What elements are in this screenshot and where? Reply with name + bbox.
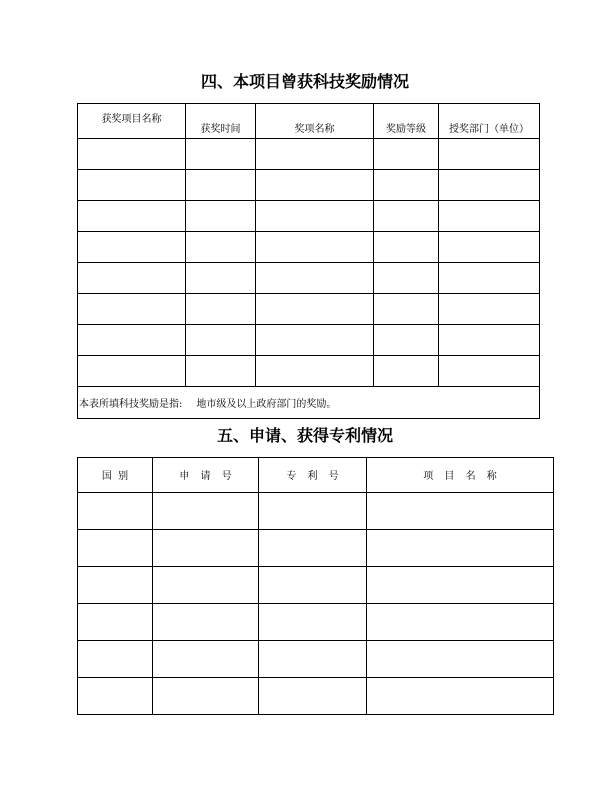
awards-cell[interactable] [439,232,540,263]
awards-cell[interactable] [78,263,186,294]
awards-cell[interactable] [256,139,374,170]
patents-row [78,493,554,530]
patents-cell[interactable] [367,604,554,641]
awards-cell[interactable] [439,139,540,170]
awards-cell[interactable] [78,139,186,170]
awards-cell[interactable] [256,263,374,294]
awards-cell[interactable] [256,294,374,325]
patents-col-patent-no: 专 利 号 [259,458,367,493]
patents-cell[interactable] [367,530,554,567]
awards-note-value: 地市级及以上政府部门的奖励。 [196,399,337,410]
patents-cell[interactable] [259,604,367,641]
awards-col-award-time: 获奖时间 [186,104,256,139]
awards-cell[interactable] [186,232,256,263]
awards-row [78,201,540,232]
section4-title: 四、本项目曾获科技奖励情况 [200,72,409,91]
awards-table [77,103,540,419]
awards-cell[interactable] [256,356,374,387]
patents-cell[interactable] [78,641,153,678]
awards-row [78,232,540,263]
patents-col-country: 国 别 [78,458,153,493]
awards-cell[interactable] [78,170,186,201]
patents-cell[interactable] [153,530,259,567]
awards-header-row [78,104,540,139]
awards-row [78,170,540,201]
awards-cell[interactable] [374,232,439,263]
patents-cell[interactable] [259,530,367,567]
patents-row [78,641,554,678]
patents-cell[interactable] [367,678,554,715]
patents-cell[interactable] [259,567,367,604]
awards-cell[interactable] [78,294,186,325]
awards-cell[interactable] [374,170,439,201]
patents-row [78,567,554,604]
awards-note-row [78,387,540,419]
awards-cell[interactable] [256,232,374,263]
patents-cell[interactable] [259,493,367,530]
patents-table [77,457,554,715]
patents-cell[interactable] [78,604,153,641]
awards-cell[interactable] [439,201,540,232]
patents-cell[interactable] [367,493,554,530]
patents-col-project-name: 项 目 名 称 [367,458,554,493]
awards-cell[interactable] [186,263,256,294]
patents-cell[interactable] [153,567,259,604]
awards-col-awarding-dept: 授奖部门（单位） [439,104,540,139]
awards-cell[interactable] [186,139,256,170]
awards-cell[interactable] [439,325,540,356]
awards-note-label: 本表所填科技奖励是指: [79,399,183,410]
patents-col-application-no: 申 请 号 [153,458,259,493]
awards-cell[interactable] [256,170,374,201]
patents-cell[interactable] [78,530,153,567]
awards-cell[interactable] [374,294,439,325]
awards-cell[interactable] [186,170,256,201]
awards-col-project-name: 获奖项目名称 [78,104,186,139]
awards-note [78,387,540,419]
awards-cell[interactable] [439,356,540,387]
patents-header-row [78,458,554,493]
awards-cell[interactable] [256,201,374,232]
awards-cell[interactable] [374,356,439,387]
patents-cell[interactable] [78,493,153,530]
awards-cell[interactable] [78,356,186,387]
awards-row [78,294,540,325]
patents-row [78,678,554,715]
awards-cell[interactable] [439,294,540,325]
awards-row [78,356,540,387]
patents-cell[interactable] [153,678,259,715]
awards-col-award-name: 奖项名称 [256,104,374,139]
section5-title: 五、申请、获得专利情况 [216,426,393,445]
awards-cell[interactable] [439,170,540,201]
awards-row [78,325,540,356]
awards-row [78,139,540,170]
awards-row [78,263,540,294]
awards-cell[interactable] [78,232,186,263]
awards-cell[interactable] [186,201,256,232]
patents-cell[interactable] [259,641,367,678]
awards-cell[interactable] [186,325,256,356]
awards-cell[interactable] [186,356,256,387]
awards-cell[interactable] [374,139,439,170]
patents-cell[interactable] [78,567,153,604]
patents-cell[interactable] [153,604,259,641]
awards-cell[interactable] [439,263,540,294]
patents-cell[interactable] [367,567,554,604]
patents-row [78,604,554,641]
patents-row [78,530,554,567]
awards-cell[interactable] [374,325,439,356]
patents-cell[interactable] [78,678,153,715]
awards-cell[interactable] [186,294,256,325]
awards-cell[interactable] [374,201,439,232]
awards-cell[interactable] [78,201,186,232]
awards-cell[interactable] [78,325,186,356]
awards-col-award-level: 奖励等级 [374,104,439,139]
patents-cell[interactable] [259,678,367,715]
awards-cell[interactable] [374,263,439,294]
patents-cell[interactable] [153,641,259,678]
patents-cell[interactable] [153,493,259,530]
awards-cell[interactable] [256,325,374,356]
patents-cell[interactable] [367,641,554,678]
